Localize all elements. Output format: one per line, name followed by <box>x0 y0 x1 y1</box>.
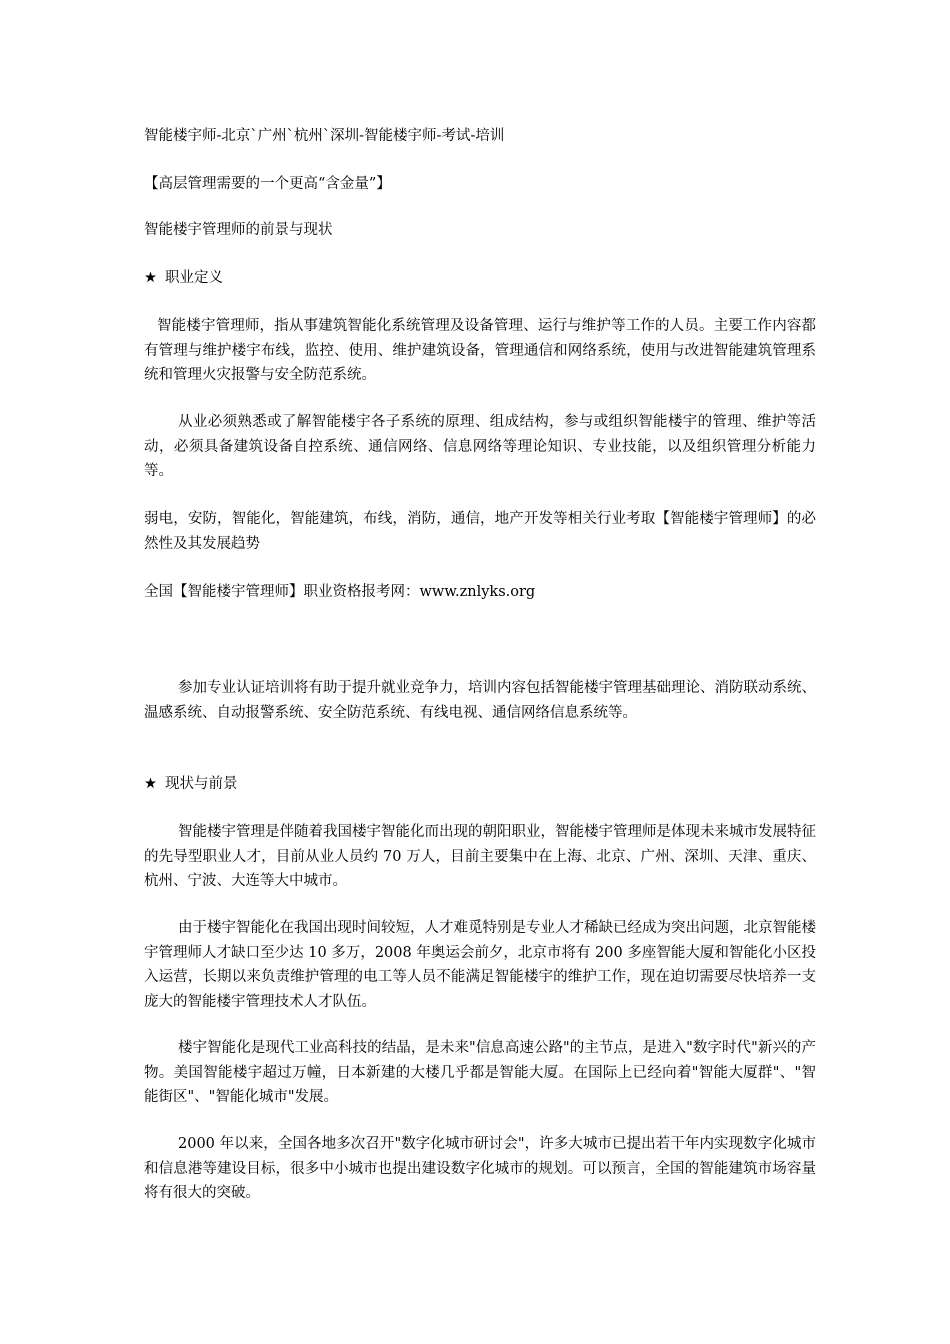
paragraph-digital-city: 2000 年以来，全国各地多次召开"数字化城市研讨会"，许多大城市已提出若干年内实现数字化城市和信息港等建设目标，很多中小城市也提出建设数字化城市的规划。可以预言，全国的智能建筑市场容量将有很大的突破。 <box>144 1136 816 1201</box>
star-icon: ★ <box>144 776 157 792</box>
section-heading-status <box>144 772 238 796</box>
paragraph-industries: 弱电，安防，智能化，智能建筑，布线，消防，通信，地产开发等相关行业考取【智能楼宇管理师】的必然性及其发展趋势 <box>144 511 816 552</box>
document-subtitle: 【高层管理需要的一个更高“含金量”】 <box>144 176 391 192</box>
star-icon: ★ <box>144 270 157 286</box>
paragraph-intelligence: 楼宇智能化是现代工业高科技的结晶，是未来"信息高速公路"的主节点，是进入"数字时代"新兴的产物。美国智能楼宇超过万幢，日本新建的大楼几乎都是智能大厦。在国际上已经向着"智能大厦群"、"智能街区"、"智能化城市"发展。 <box>144 1040 816 1105</box>
prospect-heading: 智能楼宇管理师的前景与现状 <box>144 222 333 238</box>
paragraph-training: 参加专业认证培训将有助于提升就业竞争力，培训内容包括智能楼宇管理基础理论、消防联动系统、温感系统、自动报警系统、安全防范系统、有线电视、通信网络信息系统等。 <box>144 680 816 721</box>
paragraph-status: 智能楼宇管理是伴随着我国楼宇智能化而出现的朝阳职业，智能楼宇管理师是体现未来城市发展特征的先导型职业人才，目前从业人员约 70 万人，目前主要集中在上海、北京、广州、深圳、天津、重庆、杭州、宁波、大连等大中城市。 <box>144 824 816 889</box>
paragraph-shortage: 由于楼宇智能化在我国出现时间较短，人才难觅特别是专业人才稀缺已经成为突出问题，北京智能楼宇管理师人才缺口至少达 10 多万，2008 年奥运会前夕，北京市将有 200 多座智能大厦和智能化小区投入运营，长期以来负责维护管理的电工等人员不能满足智能楼宇的维护工作，现在迫切需要尽快培养一支庞大的智能楼宇管理技术人才队伍。 <box>144 920 816 1010</box>
paragraph-website: 全国【智能楼宇管理师】职业资格报考网：www.znlyks.org <box>144 584 536 600</box>
paragraph-definition: 智能楼宇管理师，指从事建筑智能化系统管理及设备管理、运行与维护等工作的人员。主要工作内容都有管理与维护楼宇布线，监控、使用、维护建筑设备，管理通信和网络系统，使用与改进智能建筑管理系统和管理火灾报警与安全防范系统。 <box>144 318 816 383</box>
section-heading-text: 现状与前景 <box>165 776 238 792</box>
section-heading-definition <box>144 266 223 290</box>
document-title: 智能楼宇师-北京`广州`杭州`深圳-智能楼宇师-考试-培训 <box>144 128 505 144</box>
section-heading-text: 职业定义 <box>165 270 223 286</box>
paragraph-requirements: 从业必须熟悉或了解智能楼宇各子系统的原理、组成结构，参与或组织智能楼宇的管理、维护等活动，必须具备建筑设备自控系统、通信网络、信息网络等理论知识、专业技能，以及组织管理分析能力等。 <box>144 414 816 479</box>
